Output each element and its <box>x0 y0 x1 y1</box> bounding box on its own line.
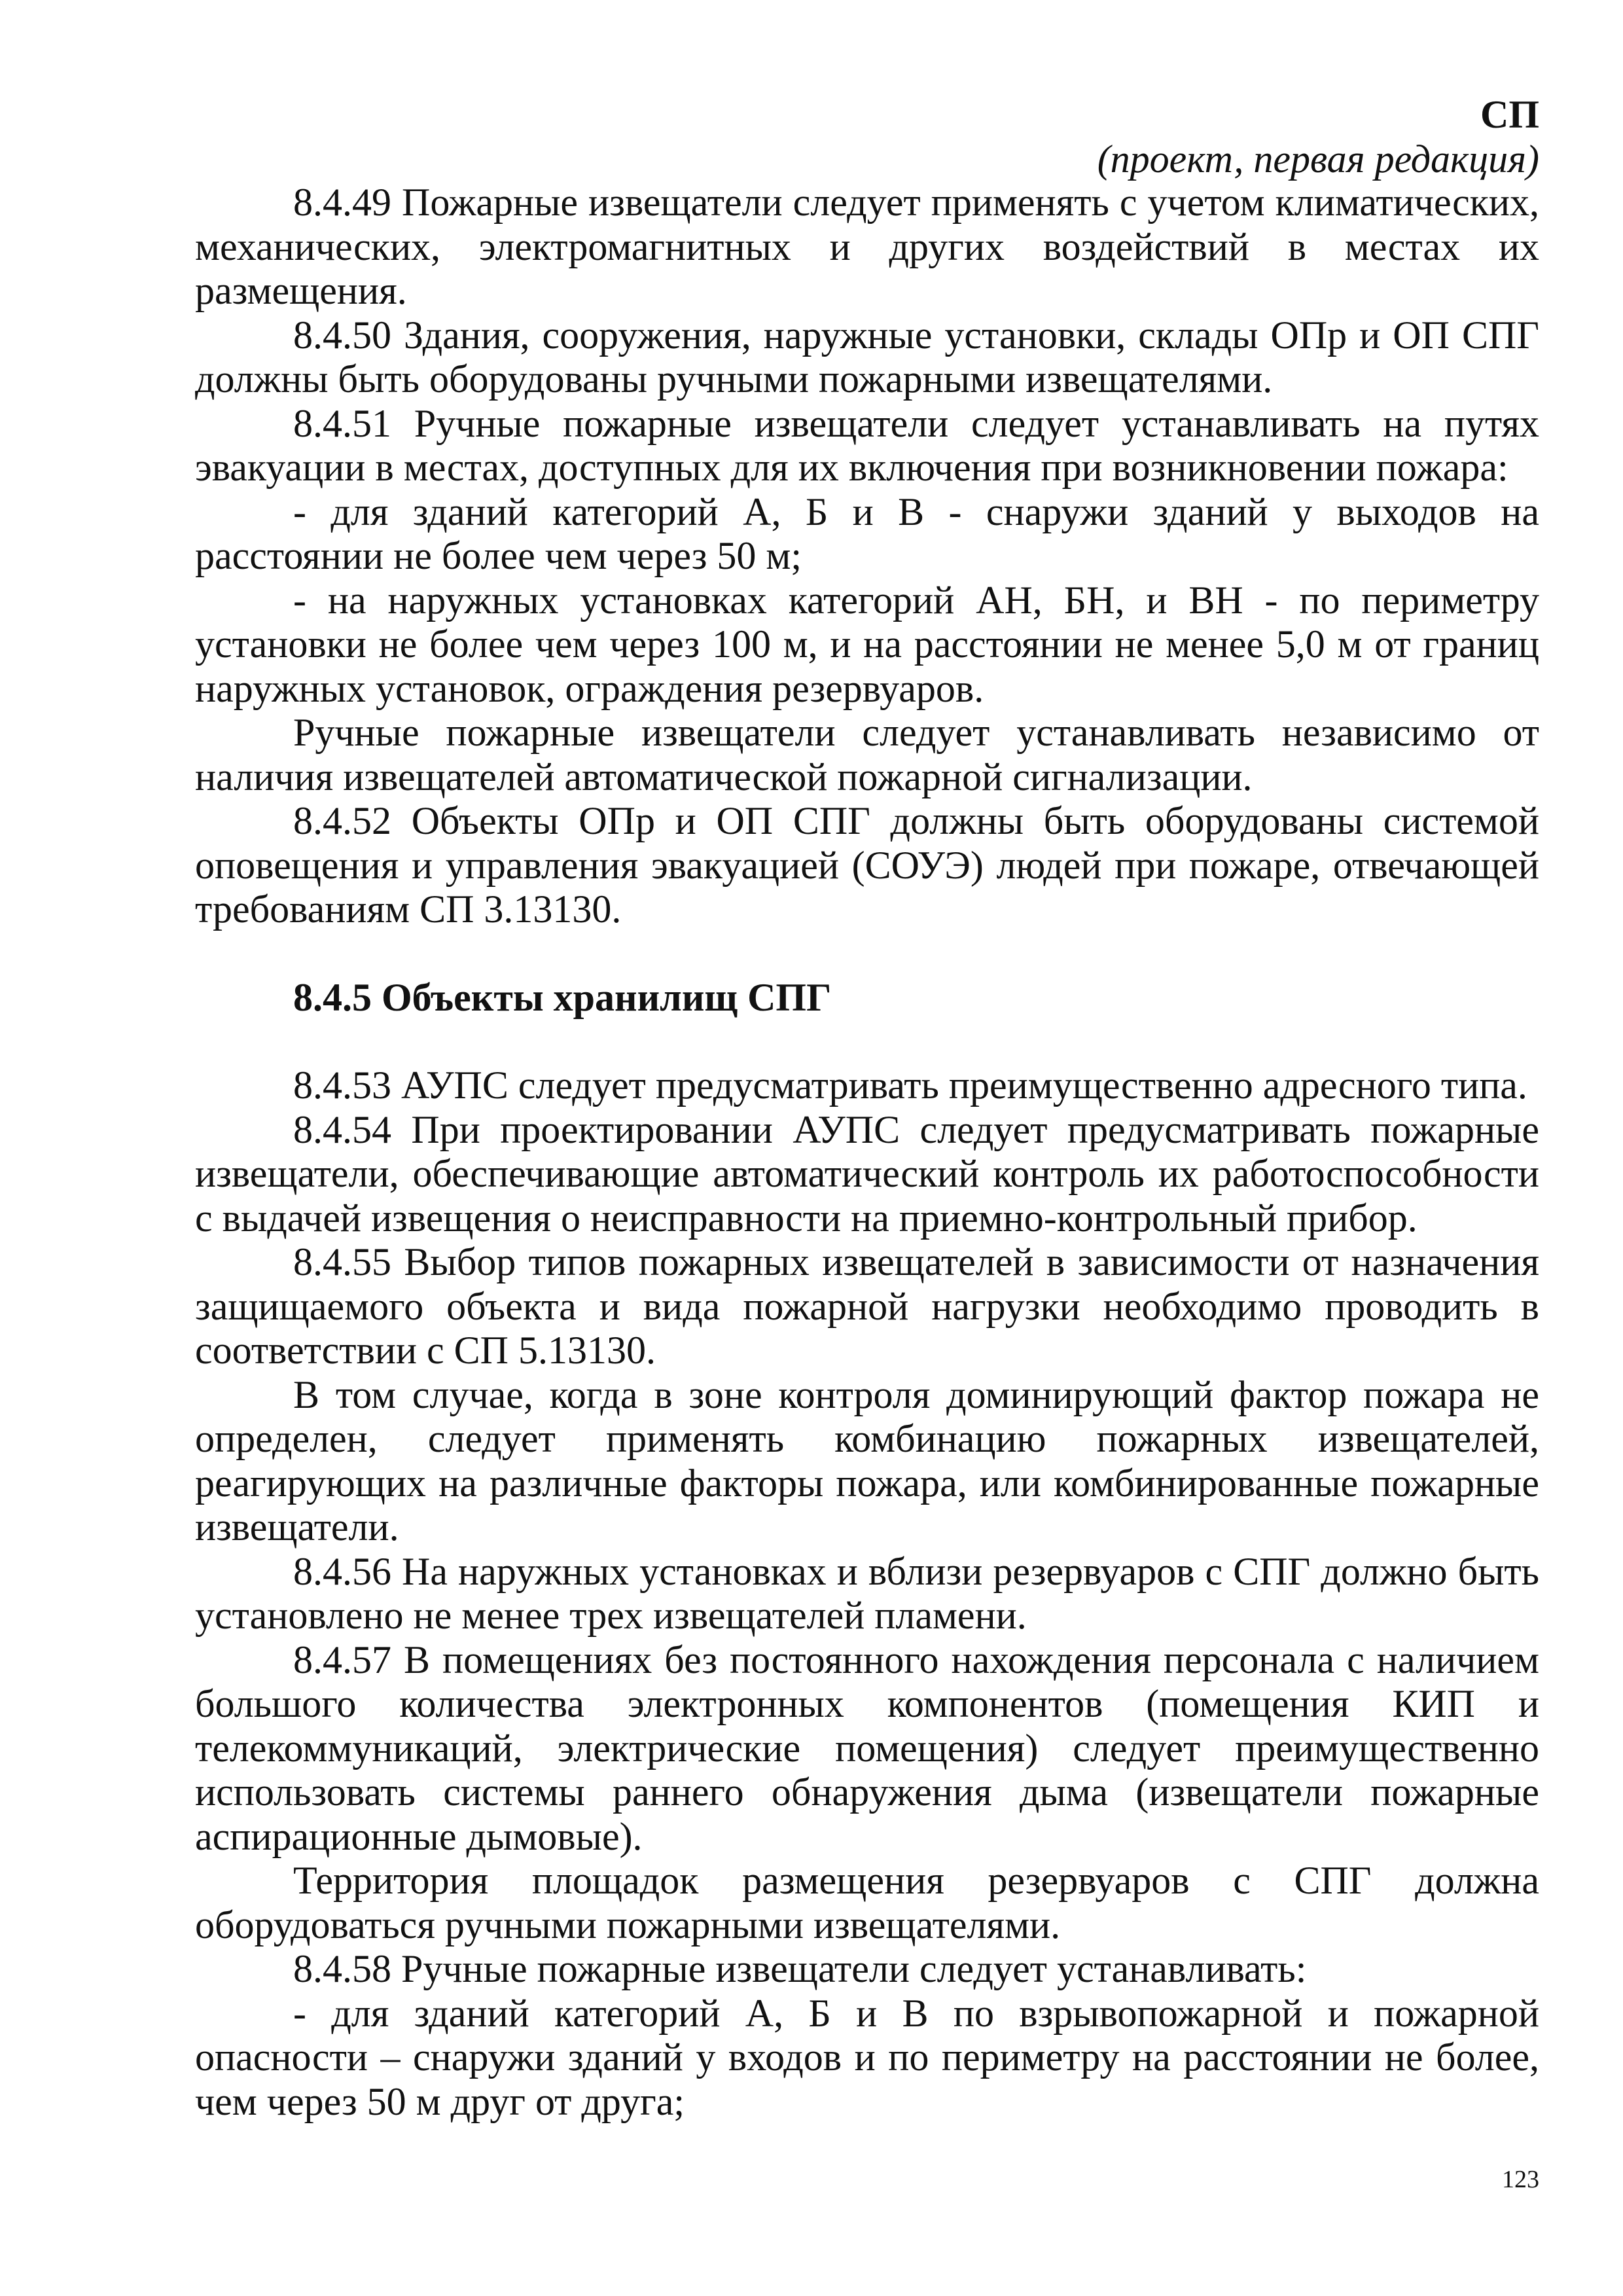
paragraph-8-4-49: 8.4.49 Пожарные извещатели следует применять с учетом климатических, механических, электромагнитных и других воздействий в местах их размещения. <box>195 181 1539 312</box>
paragraph-8-4-55: 8.4.55 Выбор типов пожарных извещателей в зависимости от назначения защищаемого объекта и вида пожарной нагрузки необходимо проводить в соответствии с СП 5.13130. <box>195 1240 1539 1372</box>
paragraph-8-4-52: 8.4.52 Объекты ОПр и ОП СПГ должны быть оборудованы системой оповещения и управления эвакуацией (СОУЭ) людей при пожаре, отвечающей требованиям СП 3.13130. <box>195 799 1539 931</box>
page-number: 123 <box>1502 2166 1539 2193</box>
list-item-buildings: - для зданий категорий А, Б и В - снаружи зданий у выходов на расстоянии не более чем через 50 м; <box>195 490 1539 577</box>
document-page <box>195 92 1539 2124</box>
paragraph-8-4-54: 8.4.54 При проектировании АУПС следует предусматривать пожарные извещатели, обеспечивающие автоматический контроль их работоспособности с выдачей извещения о неисправности на приемно-контрольный прибор. <box>195 1107 1539 1240</box>
paragraph-8-4-58: 8.4.58 Ручные пожарные извещатели следует устанавливать: <box>293 1947 1307 1990</box>
paragraph-8-4-50: 8.4.50 Здания, сооружения, наружные установки, склады ОПр и ОП СПГ должны быть оборудованы ручными пожарными извещателями. <box>195 313 1539 401</box>
paragraph-8-4-56: 8.4.56 На наружных установках и вблизи резервуаров с СПГ должно быть установлено не менее трех извещателей пламени. <box>195 1549 1539 1637</box>
paragraph-8-4-53: 8.4.53 АУПС следует предусматривать преимущественно адресного типа. <box>293 1064 1527 1107</box>
document-edition-note: (проект, первая редакция) <box>1097 137 1539 181</box>
list-item-outdoor-installations: - на наружных установках категорий АН, БН, и ВН - по периметру установки не более чем через 100 м, и на расстоянии не менее 5,0 м от границ наружных установок, ограждения резервуаров. <box>195 578 1539 710</box>
paragraph-territory: Территория площадок размещения резервуаров с СПГ должна оборудоваться ручными пожарными извещателями. <box>195 1859 1539 1946</box>
list-item-buildings-categories: - для зданий категорий А, Б и В по взрывопожарной и пожарной опасности – снаружи зданий у входов и по периметру на расстоянии не более, чем через 50 м друг от друга; <box>195 1991 1539 2123</box>
paragraph-combination: В том случае, когда в зоне контроля доминирующий фактор пожара не определен, следует применять комбинацию пожарных извещателей, реагирующих на различные факторы пожара, или комбинированные пожарные извещатели. <box>195 1372 1539 1549</box>
document-code: СП <box>1480 93 1539 136</box>
paragraph-8-4-51: 8.4.51 Ручные пожарные извещатели следует устанавливать на путях эвакуации в местах, доступных для их включения при возникновении пожара: <box>195 401 1539 489</box>
paragraph-manual-detectors: Ручные пожарные извещатели следует устанавливать независимо от наличия извещателей автоматической пожарной сигнализации. <box>195 711 1539 798</box>
paragraph-8-4-57: 8.4.57 В помещениях без постоянного нахождения персонала с наличием большого количества электронных компонентов (помещения КИП и телекоммуникаций, электрические помещения) следует преимущественно использовать системы раннего обнаружения дыма (извещатели пожарные аспирационные дымовые). <box>195 1638 1539 1858</box>
section-heading: 8.4.5 Объекты хранилищ СПГ <box>293 975 832 1019</box>
